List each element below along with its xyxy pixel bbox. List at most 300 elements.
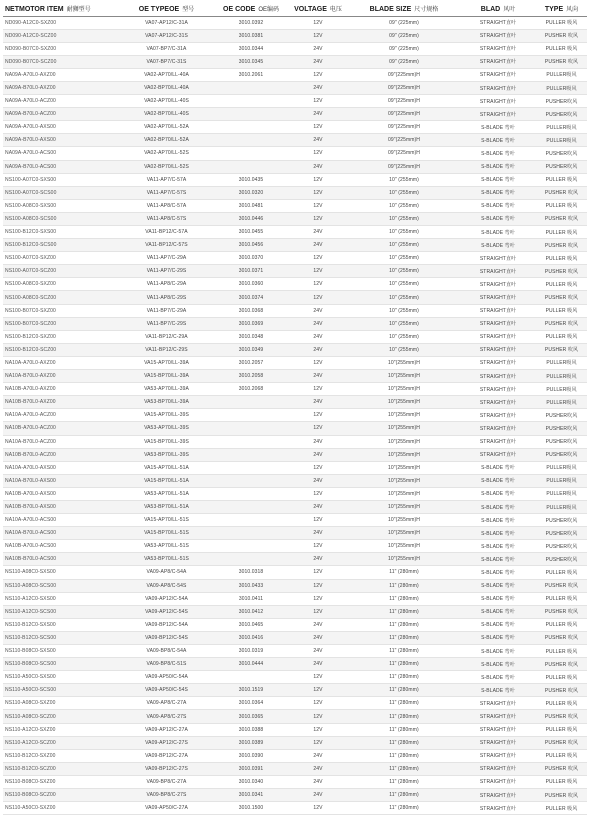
cell-blade: STRAIGHT直叶	[460, 252, 536, 265]
cell-blade: STRAIGHT直叶	[460, 343, 536, 356]
cell-voltage: 24V	[288, 239, 348, 252]
cell-voltage: 24V	[288, 631, 348, 644]
column-header-netmotor-item	[3, 1, 119, 16]
table-row	[3, 173, 587, 186]
cell-blade: S-BLADE 弯叶	[460, 618, 536, 631]
cell-oe-code: 3010.1519	[214, 684, 288, 697]
cell-oe-type: VA15-BP70/LL-51S	[119, 527, 214, 540]
cell-type: PUSHER吹风	[536, 540, 587, 553]
cell-oe-code: 3010.0456	[214, 239, 288, 252]
cell-voltage: 12V	[288, 605, 348, 618]
cell-oe-type: VA09-AP8/C-54A	[119, 566, 214, 579]
cell-oe-type: VA02-BP70/LL-40S	[119, 108, 214, 121]
cell-type: PUSHER 吹风	[536, 186, 587, 199]
cell-type: PULLER吸风	[536, 81, 587, 94]
cell-type: PULLER吸风	[536, 121, 587, 134]
table-row	[3, 291, 587, 304]
cell-blade-size: 10"(255mm)H	[348, 487, 460, 500]
cell-blade-size: 10" (255mm)	[348, 252, 460, 265]
cell-type: PUSHER吹风	[536, 95, 587, 108]
cell-type: PULLER吸风	[536, 383, 587, 396]
cell-oe-type: VA09-BP8/C-51S	[119, 658, 214, 671]
cell-blade-size: 10" (255mm)	[348, 226, 460, 239]
cell-oe-code: 3010.0455	[214, 226, 288, 239]
column-header-label-cn: 电压	[329, 6, 342, 13]
cell-blade: STRAIGHT直叶	[460, 383, 536, 396]
column-header-label: BLAD	[480, 5, 501, 13]
cell-netmotor-item: NS100-A07C0-SXS00	[3, 173, 119, 186]
cell-oe-code: 3010.0341	[214, 789, 288, 802]
cell-oe-type: VA11-BP12/C-57S	[119, 239, 214, 252]
cell-blade-size: 11" (280mm)	[348, 605, 460, 618]
cell-oe-code: 3010.0390	[214, 749, 288, 762]
cell-type: PUSHER吹风	[536, 435, 587, 448]
cell-blade: STRAIGHT直叶	[460, 29, 536, 42]
cell-blade: STRAIGHT直叶	[460, 317, 536, 330]
cell-blade: S-BLADE 弯叶	[460, 461, 536, 474]
cell-oe-code: 3010.0344	[214, 42, 288, 55]
cell-oe-code: 3010.0388	[214, 723, 288, 736]
cell-voltage: 12V	[288, 186, 348, 199]
cell-blade-size: 10"(255mm)H	[348, 474, 460, 487]
cell-oe-code: 3010.0364	[214, 697, 288, 710]
cell-netmotor-item: NA09A-B70L0-ACZ00	[3, 108, 119, 121]
cell-blade-size: 11" (280mm)	[348, 645, 460, 658]
cell-blade-size: 10" (255mm)	[348, 343, 460, 356]
cell-oe-type: VA53-BP70/LL-39A	[119, 396, 214, 409]
table-row	[3, 736, 587, 749]
table-row	[3, 658, 587, 671]
table-row	[3, 55, 587, 68]
cell-type: PUSHER 吹风	[536, 658, 587, 671]
column-header-label-cn: 耐狮型号	[66, 6, 91, 13]
cell-oe-type: VA09-BP12/C-27S	[119, 762, 214, 775]
cell-type: PULLER吸风	[536, 370, 587, 383]
cell-blade: STRAIGHT直叶	[460, 697, 536, 710]
table-row	[3, 592, 587, 605]
table-row	[3, 68, 587, 81]
cell-netmotor-item: NA10A-A70L0-ACS00	[3, 514, 119, 527]
cell-type: PULLER 吸风	[536, 802, 587, 815]
cell-type: PULLER 吸风	[536, 42, 587, 55]
cell-blade: S-BLADE 弯叶	[460, 658, 536, 671]
cell-netmotor-item: NA10B-A70L0-ACZ00	[3, 422, 119, 435]
cell-netmotor-item: NS100-A08C0-SXZ00	[3, 278, 119, 291]
cell-blade-size: 11" (280mm)	[348, 749, 460, 762]
cell-type: PULLER吸风	[536, 396, 587, 409]
column-header-label: BLADE SIZE	[369, 5, 412, 13]
cell-type: PULLER 吸风	[536, 697, 587, 710]
cell-voltage: 24V	[288, 500, 348, 513]
cell-blade-size: 10" (255mm)	[348, 291, 460, 304]
cell-blade: STRAIGHT直叶	[460, 278, 536, 291]
cell-blade-size: 11" (280mm)	[348, 631, 460, 644]
cell-type: PULLER吸风	[536, 356, 587, 369]
cell-oe-type: VA15-AP70/LL-51A	[119, 461, 214, 474]
cell-oe-type: VA53-AP70/LL-51A	[119, 487, 214, 500]
cell-voltage: 12V	[288, 252, 348, 265]
cell-blade-size: 11" (280mm)	[348, 684, 460, 697]
cell-blade: S-BLADE 弯叶	[460, 566, 536, 579]
cell-voltage: 12V	[288, 383, 348, 396]
cell-type: PULLER吸风	[536, 461, 587, 474]
cell-netmotor-item: NS100-B07C0-SXZ00	[3, 304, 119, 317]
table-row	[3, 370, 587, 383]
cell-oe-code	[214, 108, 288, 121]
cell-blade-size: 10" (255mm)	[348, 317, 460, 330]
table-row	[3, 645, 587, 658]
cell-netmotor-item: NA10B-B70L0-ACS00	[3, 553, 119, 566]
cell-oe-type: VA11-BP7/C-29A	[119, 304, 214, 317]
cell-netmotor-item: NS110-A08C0-SXZ00	[3, 697, 119, 710]
cell-oe-type: VA11-AP7/C-29S	[119, 265, 214, 278]
table-row	[3, 95, 587, 108]
cell-blade-size: 11" (280mm)	[348, 579, 460, 592]
table-row	[3, 396, 587, 409]
table-row	[3, 265, 587, 278]
cell-blade-size: 11" (280mm)	[348, 592, 460, 605]
cell-oe-type: VA11-AP7/C-57S	[119, 186, 214, 199]
table-row	[3, 631, 587, 644]
table-row	[3, 81, 587, 94]
cell-blade: S-BLADE 弯叶	[460, 226, 536, 239]
cell-type: PUSHER 吹风	[536, 736, 587, 749]
cell-oe-code: 3010.0392	[214, 16, 288, 29]
cell-oe-code	[214, 514, 288, 527]
cell-voltage: 12V	[288, 212, 348, 225]
cell-blade: S-BLADE 弯叶	[460, 199, 536, 212]
cell-netmotor-item: NA09A-B70L0-AXS00	[3, 134, 119, 147]
cell-oe-type: VA09-AP12/C-27S	[119, 736, 214, 749]
cell-blade: S-BLADE 弯叶	[460, 186, 536, 199]
cell-oe-code: 3010.0345	[214, 55, 288, 68]
table-row	[3, 422, 587, 435]
cell-oe-code	[214, 396, 288, 409]
cell-oe-type: VA09-AP12/C-27A	[119, 723, 214, 736]
cell-blade: STRAIGHT直叶	[460, 723, 536, 736]
cell-netmotor-item: NA10B-B70L0-ACZ00	[3, 448, 119, 461]
cell-voltage: 12V	[288, 579, 348, 592]
cell-voltage: 12V	[288, 278, 348, 291]
cell-voltage: 24V	[288, 448, 348, 461]
cell-blade-size: 10"(255mm)H	[348, 409, 460, 422]
cell-oe-type: VA09-AP8/C-27A	[119, 697, 214, 710]
cell-blade-size: 09" (225mm)	[348, 55, 460, 68]
cell-oe-code: 3010.0348	[214, 330, 288, 343]
cell-type: PUSHER 吹风	[536, 343, 587, 356]
cell-type: PUSHER 吹风	[536, 684, 587, 697]
cell-voltage: 24V	[288, 775, 348, 788]
cell-type: PUSHER 吹风	[536, 212, 587, 225]
cell-voltage: 24V	[288, 370, 348, 383]
cell-blade-size: 11" (280mm)	[348, 671, 460, 684]
cell-blade: STRAIGHT直叶	[460, 762, 536, 775]
cell-blade-size: 10" (255mm)	[348, 330, 460, 343]
cell-blade-size: 11" (280mm)	[348, 802, 460, 815]
cell-oe-type: VA53-BP70/LL-39S	[119, 448, 214, 461]
cell-blade: STRAIGHT直叶	[460, 789, 536, 802]
table-row	[3, 710, 587, 723]
cell-netmotor-item: NS110-B08C0-SXZ00	[3, 775, 119, 788]
table-row	[3, 448, 587, 461]
table-row	[3, 789, 587, 802]
cell-netmotor-item: NS110-A12C0-SXS00	[3, 592, 119, 605]
cell-oe-code	[214, 134, 288, 147]
cell-type: PUSHER 吹风	[536, 631, 587, 644]
cell-voltage: 12V	[288, 356, 348, 369]
column-header-label: OE TYPEOE	[138, 5, 180, 13]
cell-blade: STRAIGHT直叶	[460, 370, 536, 383]
table-row	[3, 618, 587, 631]
cell-oe-code: 3010.0411	[214, 592, 288, 605]
cell-oe-code: 3010.0444	[214, 658, 288, 671]
cell-blade-size: 10"(255mm)H	[348, 422, 460, 435]
cell-netmotor-item: NA10B-A70L0-AXZ00	[3, 383, 119, 396]
cell-oe-type: VA11-AP8/C-57A	[119, 199, 214, 212]
cell-type: PUSHER 吹风	[536, 265, 587, 278]
cell-type: PUSHER吹风	[536, 448, 587, 461]
cell-voltage: 24V	[288, 789, 348, 802]
cell-oe-type: VA11-BP12/C-29S	[119, 343, 214, 356]
cell-type: PULLER 吸风	[536, 671, 587, 684]
cell-oe-code	[214, 422, 288, 435]
table-row	[3, 186, 587, 199]
cell-blade-size: 10"(255mm)H	[348, 461, 460, 474]
cell-blade-size: 10" (255mm)	[348, 278, 460, 291]
cell-blade: STRAIGHT直叶	[460, 330, 536, 343]
cell-oe-type: VA09-BP12/C-54A	[119, 618, 214, 631]
table-row	[3, 461, 587, 474]
cell-oe-type: VA02-AP70/LL-52S	[119, 147, 214, 160]
cell-oe-type: VA11-BP12/C-57A	[119, 226, 214, 239]
cell-type: PUSHER 吹风	[536, 291, 587, 304]
cell-voltage: 12V	[288, 736, 348, 749]
cell-voltage: 12V	[288, 199, 348, 212]
cell-blade: S-BLADE 弯叶	[460, 631, 536, 644]
cell-blade: STRAIGHT直叶	[460, 736, 536, 749]
cell-oe-type: VA09-BP8/C-54A	[119, 645, 214, 658]
cell-voltage: 12V	[288, 697, 348, 710]
cell-type: PUSHER吹风	[536, 409, 587, 422]
cell-netmotor-item: NS100-A08C0-SCS00	[3, 212, 119, 225]
cell-blade: S-BLADE 弯叶	[460, 540, 536, 553]
cell-oe-code: 3010.0481	[214, 199, 288, 212]
column-header-label-cn: 风叶	[503, 6, 516, 13]
cell-blade: STRAIGHT直叶	[460, 68, 536, 81]
cell-netmotor-item: NA10A-A70L0-AXS00	[3, 461, 119, 474]
table-row	[3, 29, 587, 42]
cell-oe-type: VA15-BP70/LL-51A	[119, 474, 214, 487]
cell-type: PUSHER吹风	[536, 147, 587, 160]
cell-blade: S-BLADE 弯叶	[460, 212, 536, 225]
cell-voltage: 12V	[288, 121, 348, 134]
cell-voltage: 12V	[288, 684, 348, 697]
cell-oe-code	[214, 487, 288, 500]
cell-type: PUSHER 吹风	[536, 29, 587, 42]
cell-oe-type: VA07-BP7/C-31A	[119, 42, 214, 55]
cell-voltage: 12V	[288, 68, 348, 81]
cell-netmotor-item: NA10B-A70L0-ACS00	[3, 540, 119, 553]
cell-blade: STRAIGHT直叶	[460, 749, 536, 762]
cell-type: PULLER 吸风	[536, 775, 587, 788]
cell-type: PULLER 吸风	[536, 16, 587, 29]
cell-blade-size: 11" (280mm)	[348, 736, 460, 749]
table-row	[3, 147, 587, 160]
cell-netmotor-item: NS110-B12C0-SXZ00	[3, 749, 119, 762]
column-header-blade-size	[348, 1, 460, 16]
cell-oe-type: VA09-AP12/C-54S	[119, 605, 214, 618]
cell-oe-code	[214, 147, 288, 160]
cell-netmotor-item: NS100-B12C0-SXS00	[3, 226, 119, 239]
cell-blade-size: 09"(225mm)H	[348, 134, 460, 147]
cell-type: PUSHER 吹风	[536, 710, 587, 723]
cell-blade-size: 10" (255mm)	[348, 265, 460, 278]
cell-blade: S-BLADE 弯叶	[460, 147, 536, 160]
cell-oe-type: VA09-AP50/C-54A	[119, 671, 214, 684]
cell-oe-type: VA15-AP70/LL-39A	[119, 356, 214, 369]
cell-blade: STRAIGHT直叶	[460, 42, 536, 55]
cell-blade: S-BLADE 弯叶	[460, 671, 536, 684]
cell-blade-size: 09" (225mm)	[348, 16, 460, 29]
cell-blade: STRAIGHT直叶	[460, 304, 536, 317]
cell-oe-type: VA02-AP70/LL-52A	[119, 121, 214, 134]
cell-netmotor-item: NA09A-A70L0-AXS00	[3, 121, 119, 134]
cell-oe-code	[214, 409, 288, 422]
cell-type: PULLER吸风	[536, 68, 587, 81]
cell-type: PUSHER 吹风	[536, 762, 587, 775]
cell-netmotor-item: NS100-B12C0-SCZ00	[3, 343, 119, 356]
table-row	[3, 304, 587, 317]
cell-oe-code: 3010.0320	[214, 186, 288, 199]
cell-type: PUSHER吹风	[536, 160, 587, 173]
cell-blade-size: 09"(225mm)H	[348, 108, 460, 121]
cell-blade: S-BLADE 弯叶	[460, 239, 536, 252]
cell-voltage: 24V	[288, 749, 348, 762]
cell-netmotor-item: NA10A-A70L0-AXZ00	[3, 356, 119, 369]
column-header-label-cn: 尺寸规格	[414, 6, 439, 13]
cell-oe-type: VA15-BP70/LL-39A	[119, 370, 214, 383]
cell-blade: STRAIGHT直叶	[460, 95, 536, 108]
cell-netmotor-item: ND090-A12C0-SXZ00	[3, 16, 119, 29]
column-header-oe-code	[214, 1, 288, 16]
cell-blade: STRAIGHT直叶	[460, 435, 536, 448]
cell-voltage: 12V	[288, 461, 348, 474]
table-header	[3, 1, 587, 16]
cell-netmotor-item: NS100-A07C0-SXZ00	[3, 252, 119, 265]
cell-blade-size: 11" (280mm)	[348, 775, 460, 788]
table-row	[3, 579, 587, 592]
cell-voltage: 24V	[288, 527, 348, 540]
cell-blade: STRAIGHT直叶	[460, 265, 536, 278]
cell-oe-type: VA09-BP12/C-27A	[119, 749, 214, 762]
cell-type: PULLER 吸风	[536, 330, 587, 343]
cell-type: PUSHER吹风	[536, 553, 587, 566]
cell-voltage: 24V	[288, 226, 348, 239]
cell-netmotor-item: NS110-A50C0-SXZ00	[3, 802, 119, 815]
cell-oe-code	[214, 95, 288, 108]
cell-voltage: 24V	[288, 42, 348, 55]
column-header-voltage	[288, 1, 348, 16]
cell-blade-size: 09"(225mm)H	[348, 160, 460, 173]
cell-voltage: 12V	[288, 265, 348, 278]
cell-voltage: 24V	[288, 658, 348, 671]
cell-type: PUSHER 吹风	[536, 55, 587, 68]
cell-oe-code	[214, 553, 288, 566]
cell-voltage: 12V	[288, 540, 348, 553]
cell-oe-code: 3010.0389	[214, 736, 288, 749]
cell-oe-type: VA53-AP70/LL-39S	[119, 422, 214, 435]
cell-netmotor-item: NS110-B08C0-SCZ00	[3, 789, 119, 802]
cell-oe-type: VA11-AP8/C-29S	[119, 291, 214, 304]
table-body	[3, 16, 587, 815]
cell-blade: STRAIGHT直叶	[460, 16, 536, 29]
cell-type: PULLER吸风	[536, 474, 587, 487]
table-row	[3, 356, 587, 369]
cell-oe-type: VA09-BP8/C-27A	[119, 775, 214, 788]
cell-blade-size: 10" (255mm)	[348, 199, 460, 212]
cell-netmotor-item: NS100-B12C0-SXZ00	[3, 330, 119, 343]
cell-oe-code: 3010.0416	[214, 631, 288, 644]
cell-type: PULLER 吸风	[536, 566, 587, 579]
header-row	[3, 1, 587, 16]
cell-blade-size: 10"(255mm)H	[348, 448, 460, 461]
column-header-type	[536, 1, 587, 16]
cell-netmotor-item: NA10A-B70L0-ACZ00	[3, 435, 119, 448]
cell-voltage: 12V	[288, 671, 348, 684]
cell-voltage: 12V	[288, 173, 348, 186]
cell-oe-code	[214, 671, 288, 684]
cell-voltage: 12V	[288, 566, 348, 579]
cell-voltage: 12V	[288, 291, 348, 304]
cell-oe-code: 3010.2057	[214, 356, 288, 369]
cell-oe-type: VA02-BP70/LL-40A	[119, 81, 214, 94]
cell-type: PUSHER 吹风	[536, 579, 587, 592]
cell-blade-size: 09"(225mm)H	[348, 147, 460, 160]
cell-voltage: 12V	[288, 710, 348, 723]
cell-type: PULLER 吸风	[536, 723, 587, 736]
cell-oe-code	[214, 121, 288, 134]
cell-netmotor-item: NS100-A08C0-SCZ00	[3, 291, 119, 304]
cell-netmotor-item: NS110-B12C0-SXS00	[3, 618, 119, 631]
cell-blade: STRAIGHT直叶	[460, 55, 536, 68]
cell-oe-code: 3010.0412	[214, 605, 288, 618]
cell-type: PUSHER吹风	[536, 422, 587, 435]
table-row	[3, 802, 587, 815]
table-row	[3, 330, 587, 343]
cell-blade: S-BLADE 弯叶	[460, 684, 536, 697]
cell-blade-size: 09" (225mm)	[348, 29, 460, 42]
cell-blade-size: 10" (255mm)	[348, 212, 460, 225]
cell-voltage: 12V	[288, 487, 348, 500]
cell-oe-type: VA09-BP12/C-54S	[119, 631, 214, 644]
cell-oe-type: VA15-AP70/LL-39S	[119, 409, 214, 422]
cell-oe-type: VA53-AP70/LL-39A	[119, 383, 214, 396]
cell-voltage: 24V	[288, 618, 348, 631]
cell-blade: STRAIGHT直叶	[460, 710, 536, 723]
cell-oe-code: 3010.2058	[214, 370, 288, 383]
cell-netmotor-item: NS110-A08C0-SCS00	[3, 579, 119, 592]
cell-netmotor-item: NS110-A08C0-SCZ00	[3, 710, 119, 723]
table-row	[3, 723, 587, 736]
cell-type: PULLER吸风	[536, 500, 587, 513]
cell-oe-type: VA07-BP7/C-31S	[119, 55, 214, 68]
cell-netmotor-item: NS110-B12C0-SCS00	[3, 631, 119, 644]
cell-oe-code: 3010.0465	[214, 618, 288, 631]
cell-type: PULLER 吸风	[536, 199, 587, 212]
cell-type: PUSHER 吹风	[536, 239, 587, 252]
column-header-label-cn: 风向	[566, 6, 579, 13]
column-header-blade	[460, 1, 536, 16]
